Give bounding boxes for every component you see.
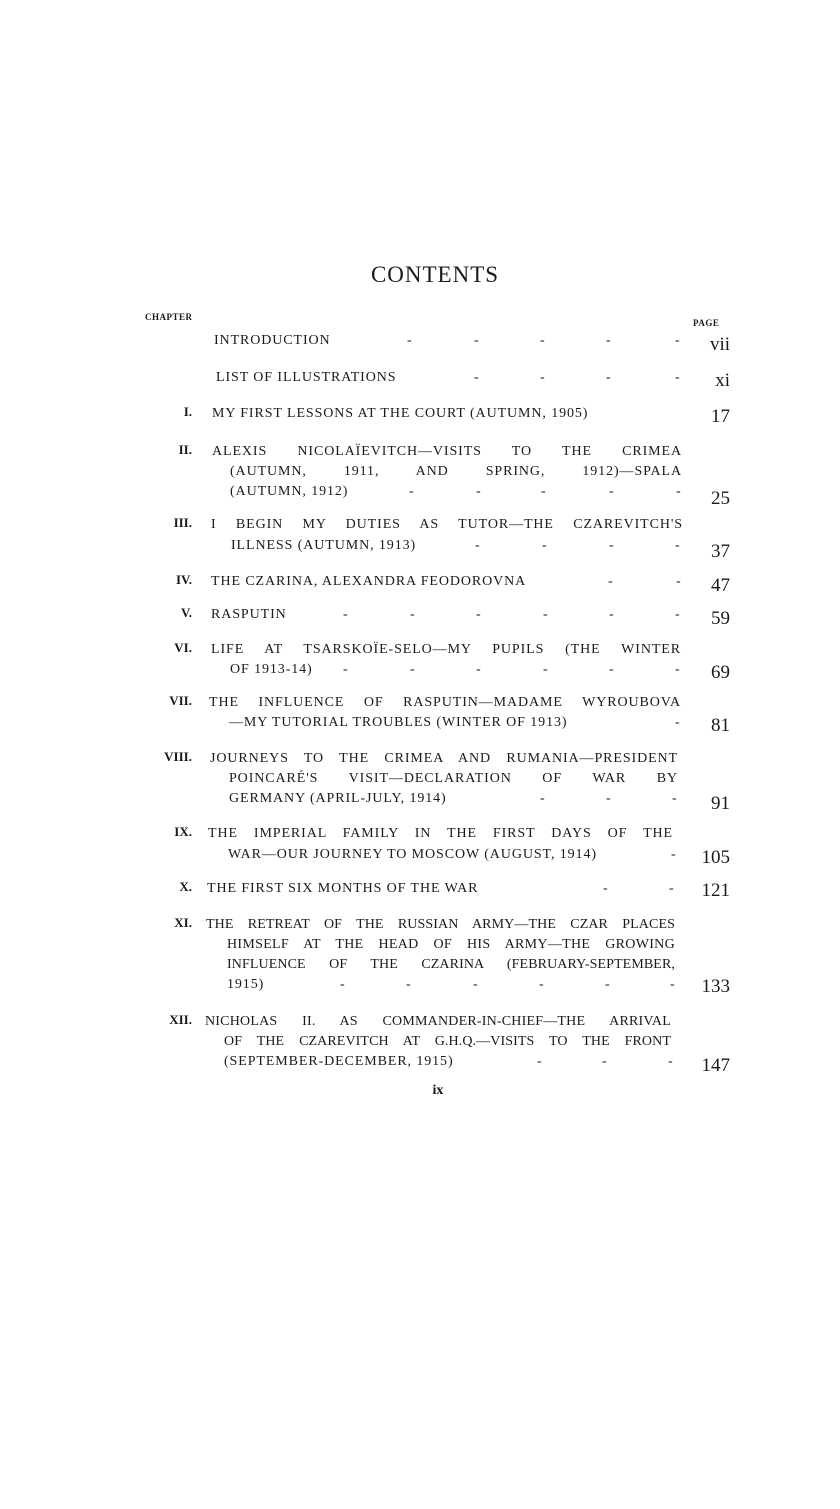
toc-page-number: 69 [711,662,730,683]
toc-entry-title: POINCARÉ'S VISIT—DECLARATION OF WAR BY [229,771,678,786]
leader-dash: - [476,607,481,622]
page-title: CONTENTS [370,262,500,287]
leader-dash: - [539,977,544,992]
toc-entry-title: OF 1913-14) [230,662,313,677]
leader-dash: - [473,977,478,992]
toc-entry-title: LIFE AT TSARSKOÏE-SELO—MY PUPILS (THE WINTER [211,642,681,657]
toc-entry-title: (AUTUMN, 1912) [230,484,349,499]
leader-dash: - [609,484,614,499]
toc-entry-title: JOURNEYS TO THE CRIMEA AND RUMANIA—PRESIDENT [210,751,678,766]
leader-dash: - [675,333,680,348]
toc-entry-title: THE INFLUENCE OF RASPUTIN—MADAME WYROUBOVA [209,695,681,710]
leader-dash: - [675,538,680,553]
leader-dash: - [476,484,481,499]
leader-dash: - [406,977,411,992]
chapter-number: X. [179,879,192,894]
leader-dash: - [475,538,480,553]
leader-dash: - [671,847,676,862]
leader-dash: - [410,607,415,622]
leader-dash: - [672,791,677,806]
chapter-number: V. [181,605,192,620]
leader-dash: - [543,662,548,677]
toc-page-number: 121 [701,880,730,901]
leader-dash: - [537,1054,542,1069]
leader-dash: - [407,333,412,348]
leader-dash: - [410,662,415,677]
leader-dash: - [474,370,479,385]
toc-entry-title: LIST OF ILLUSTRATIONS [216,370,397,385]
toc-page-number: 147 [701,1055,730,1076]
leader-dash: - [540,333,545,348]
toc-entry-title: (SEPTEMBER-DECEMBER, 1915) [224,1054,454,1069]
toc-entry-title: ALEXIS NICOLAÏEVITCH—VISITS TO THE CRIMEA [212,444,682,459]
toc-page-number: 59 [711,608,730,629]
leader-dash: - [603,881,608,896]
leader-dash: - [602,1054,607,1069]
chapter-number: IX. [174,824,192,839]
chapter-number: I. [183,404,192,419]
leader-dash: - [670,977,675,992]
toc-entry-title: THE RETREAT OF THE RUSSIAN ARMY—THE CZAR PLACES [206,917,675,932]
leader-dash: - [340,977,345,992]
leader-dash: - [609,607,614,622]
leader-dash: - [605,977,610,992]
leader-dash: - [608,574,613,589]
leader-dash: - [476,662,481,677]
leader-dash: - [606,791,611,806]
leader-dash: - [543,607,548,622]
leader-dash: - [675,607,680,622]
toc-entry-title: OF THE CZAREVITCH AT G.H.Q.—VISITS TO THE FRONT [224,1034,671,1049]
leader-dash: - [668,1054,673,1069]
toc-page-number: 91 [711,793,730,814]
toc-entry-title: NICHOLAS II. AS COMMANDER-IN-CHIEF—THE ARRIVAL [205,1014,671,1029]
leader-dash: - [541,484,546,499]
leader-dash: - [675,370,680,385]
toc-entry-title: THE FIRST SIX MONTHS OF THE WAR [207,881,479,896]
toc-entry-title: I BEGIN MY DUTIES AS TUTOR—THE CZAREVITCH'S [211,517,683,532]
toc-entry-title: —MY TUTORIAL TROUBLES (WINTER OF 1913) [229,715,568,730]
leader-dash: - [540,791,545,806]
toc-entry-title: (AUTUMN, 1911, AND SPRING, 1912)—SPALA [230,464,682,479]
toc-entry-title: INTRODUCTION [214,333,331,348]
page-column-heading: PAGE [693,318,720,328]
toc-page-number: 37 [711,541,730,562]
leader-dash: - [343,607,348,622]
leader-dash: - [409,484,414,499]
leader-dash: - [542,538,547,553]
toc-entry-title: HIMSELF AT THE HEAD OF HIS ARMY—THE GROWING [227,937,675,952]
toc-entry-title: MY FIRST LESSONS AT THE COURT (AUTUMN, 1905) [212,406,589,421]
leader-dash: - [606,370,611,385]
leader-dash: - [343,662,348,677]
chapter-number: VII. [169,693,192,708]
chapter-number: III. [173,515,192,530]
leader-dash: - [474,333,479,348]
leader-dash: - [676,574,681,589]
toc-entry-title: RASPUTIN [211,607,287,622]
chapter-number: XII. [169,1012,192,1027]
page-folio: ix [432,1083,444,1098]
leader-dash: - [669,881,674,896]
chapter-number: II. [178,442,192,457]
leader-dash: - [606,333,611,348]
leader-dash: - [676,484,681,499]
toc-page-number: 47 [711,575,730,596]
chapter-number: VIII. [164,749,192,764]
leader-dash: - [609,538,614,553]
leader-dash: - [675,715,680,730]
chapter-column-heading: CHAPTER [145,312,193,322]
toc-page-number: 105 [701,847,730,868]
toc-page-number: xi [715,370,730,391]
chapter-number: VI. [174,640,192,655]
toc-page-number: vii [709,334,730,355]
toc-entry-title: GERMANY (APRIL-JULY, 1914) [229,791,447,806]
chapter-number: IV. [175,572,192,587]
leader-dash: - [540,370,545,385]
chapter-number: XI. [174,915,192,930]
toc-entry-title: THE IMPERIAL FAMILY IN THE FIRST DAYS OF THE [208,826,673,841]
toc-entry-title: INFLUENCE OF THE CZARINA (FEBRUARY-SEPTEMBER, [227,957,675,972]
toc-page-number: 17 [711,406,730,427]
toc-entry-title: 1915) [227,977,265,992]
toc-entry-title: WAR—OUR JOURNEY TO MOSCOW (AUGUST, 1914) [228,847,597,862]
toc-entry-title: THE CZARINA, ALEXANDRA FEODOROVNA [211,574,527,589]
leader-dash: - [609,662,614,677]
toc-page-number: 81 [711,715,730,736]
leader-dash: - [675,662,680,677]
toc-entry-title: ILLNESS (AUTUMN, 1913) [231,538,417,553]
toc-page-number: 25 [711,488,730,509]
toc-page-number: 133 [701,976,730,997]
